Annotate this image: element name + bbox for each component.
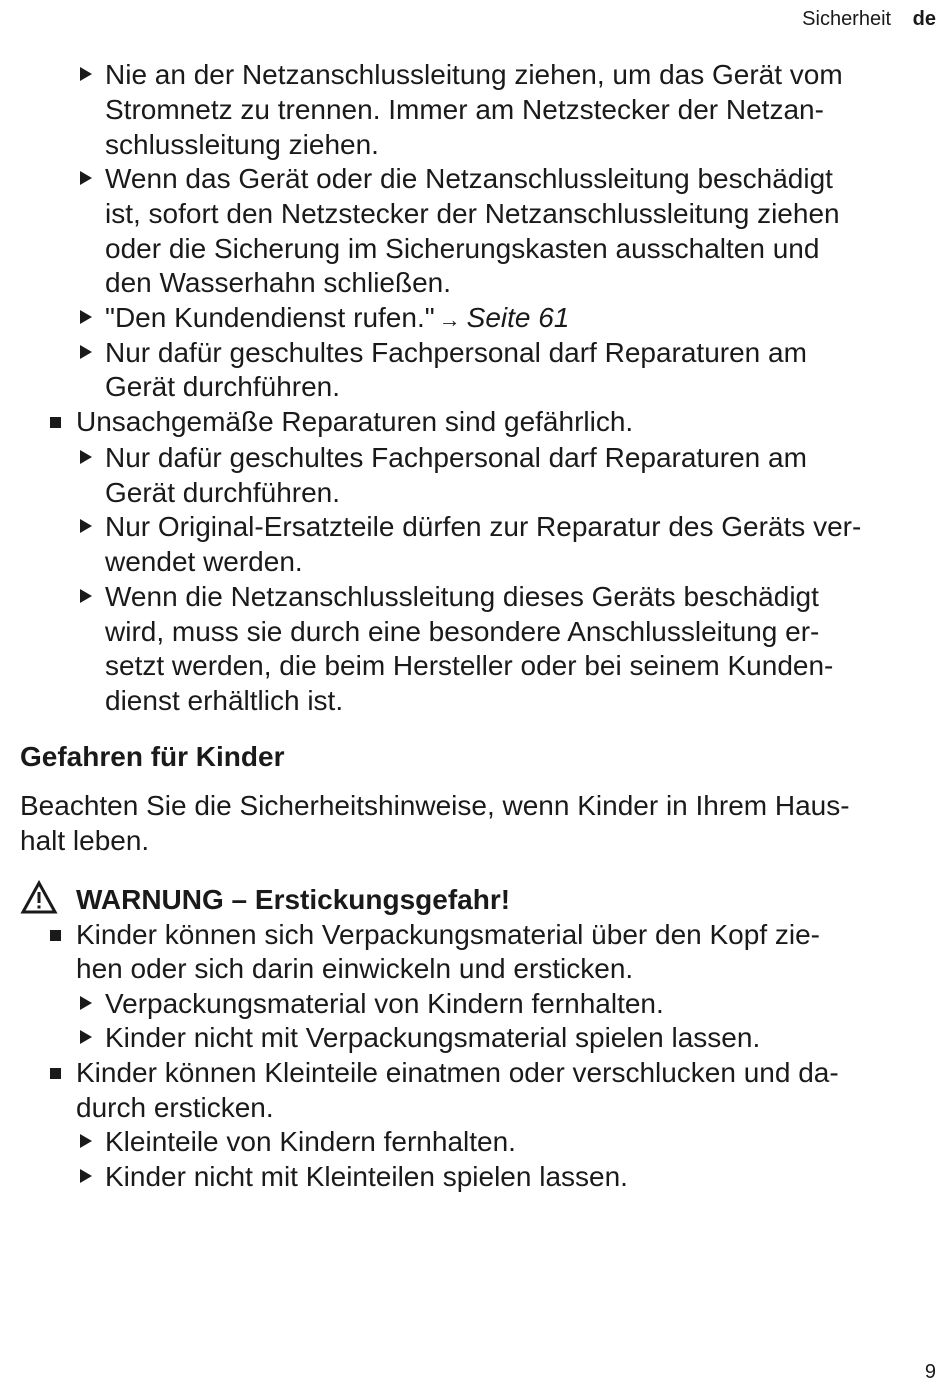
list-item-text <box>105 300 569 337</box>
intro-paragraph: Beachten Sie die Sicherheitshinweise, wenn Kinder in Ihrem Haus- <box>20 790 850 821</box>
square-bullet-icon <box>50 417 61 428</box>
page-reference-link[interactable]: Seite 61 <box>466 302 570 333</box>
list-item-text: wird, muss sie durch eine besondere Anschlussleitung er- <box>105 616 820 647</box>
triangle-bullet-icon <box>80 589 92 603</box>
bullet-text: hen oder sich darin einwickeln und ersticken. <box>76 953 634 984</box>
square-bullet-icon <box>50 930 61 941</box>
list-item-text: Nie an der Netzanschlussleitung ziehen, um das Gerät vom <box>105 59 843 90</box>
square-bullet-icon <box>50 1068 61 1079</box>
bullet-text: durch ersticken. <box>76 1092 274 1123</box>
page-number: 9 <box>924 1361 936 1383</box>
list-item-text: Wenn das Gerät oder die Netzanschlussleitung beschädigt <box>105 163 833 194</box>
list-item-text: Nur dafür geschultes Fachpersonal darf Reparaturen am <box>105 337 807 368</box>
triangle-bullet-icon <box>80 450 92 464</box>
triangle-bullet-icon <box>80 1030 92 1044</box>
arrow-right-icon: → <box>438 307 461 332</box>
list-item-text: ist, sofort den Netzstecker der Netzanschlussleitung ziehen <box>105 198 840 229</box>
call-service-text: "Den Kundendienst rufen." <box>105 302 435 333</box>
section-title: Sicherheit <box>802 8 892 30</box>
warning-title: WARNUNG – Erstickungsgefahr! <box>76 884 511 915</box>
warning-triangle-icon <box>20 880 58 916</box>
triangle-bullet-icon <box>80 1169 92 1183</box>
language-code: de <box>912 8 936 30</box>
list-item-text: Stromnetz zu trennen. Immer am Netzstecker der Netzan- <box>105 94 824 125</box>
list-item-text: setzt werden, die beim Hersteller oder bei seinem Kunden- <box>105 650 834 681</box>
list-item-text: Verpackungsmaterial von Kindern fernhalten. <box>105 988 664 1019</box>
section-heading: Gefahren für Kinder <box>20 741 285 772</box>
triangle-bullet-icon <box>80 1134 92 1148</box>
intro-paragraph: halt leben. <box>20 825 150 856</box>
triangle-bullet-icon <box>80 996 92 1010</box>
triangle-bullet-icon <box>80 310 92 324</box>
list-item-text: dienst erhältlich ist. <box>105 685 344 716</box>
page-header <box>802 8 936 31</box>
triangle-bullet-icon <box>80 171 92 185</box>
list-item-text: Gerät durchführen. <box>105 371 341 402</box>
list-item-text: Kinder nicht mit Verpackungsmaterial spielen lassen. <box>105 1022 761 1053</box>
triangle-bullet-icon <box>80 67 92 81</box>
bullet-text: Kinder können sich Verpackungsmaterial über den Kopf zie- <box>76 919 820 950</box>
bullet-text: Kinder können Kleinteile einatmen oder verschlucken und da- <box>76 1057 839 1088</box>
list-item-text: Gerät durchführen. <box>105 477 341 508</box>
list-item-text: Wenn die Netzanschlussleitung dieses Geräts beschädigt <box>105 581 819 612</box>
triangle-bullet-icon <box>80 519 92 533</box>
list-item-text: Nur Original-Ersatzteile dürfen zur Reparatur des Geräts ver- <box>105 511 862 542</box>
list-item-text: Nur dafür geschultes Fachpersonal darf Reparaturen am <box>105 442 807 473</box>
list-item-text: wendet werden. <box>105 546 303 577</box>
list-item-text: Kinder nicht mit Kleinteilen spielen lassen. <box>105 1161 628 1192</box>
list-item-text: den Wasserhahn schließen. <box>105 267 452 298</box>
list-item-text: Kleinteile von Kindern fernhalten. <box>105 1126 516 1157</box>
list-item-text: schlussleitung ziehen. <box>105 129 379 160</box>
list-item-text: oder die Sicherung im Sicherungskasten ausschalten und <box>105 233 820 264</box>
triangle-bullet-icon <box>80 345 92 359</box>
bullet-text: Unsachgemäße Reparaturen sind gefährlich. <box>76 406 634 437</box>
